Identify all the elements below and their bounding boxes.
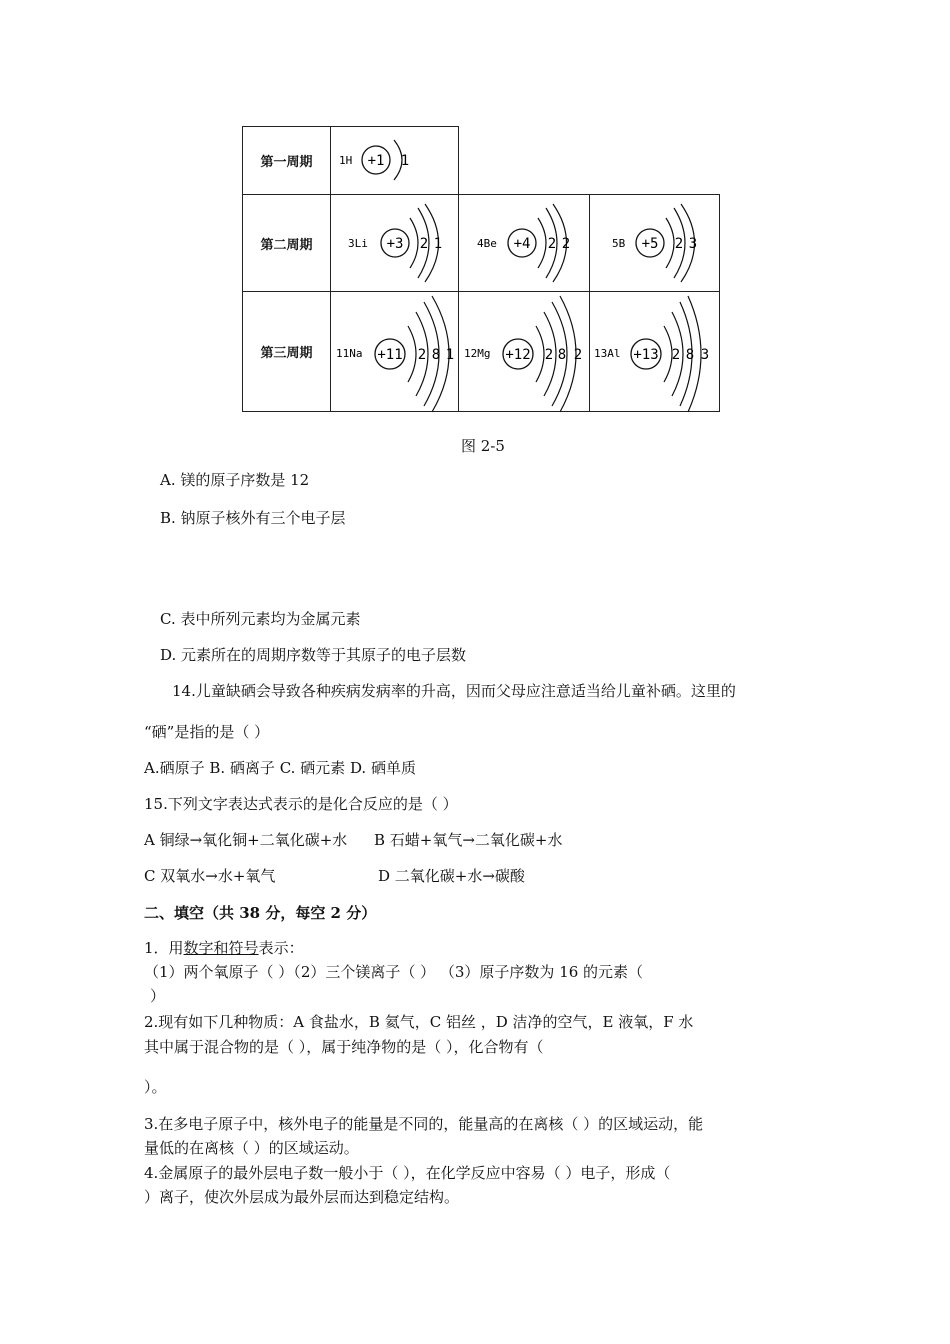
atom-sodium [336, 296, 454, 412]
atom-aluminium [594, 296, 709, 412]
shell-electrons: 2 [419, 236, 429, 252]
fill-q4-line2: ）离子，使次外层成为最外层而达到稳定结构。 [144, 1188, 460, 1206]
atom-magnesium [464, 296, 582, 412]
atom-diagrams [242, 126, 720, 412]
fill-q2-line2: 其中属于混合物的是（ ），属于纯净物的是（ ），化合物有（ [144, 1038, 544, 1056]
shell-electrons: 8 [431, 347, 441, 363]
q14-stem-line2: “硒”是指的是（ ） [144, 723, 270, 741]
shell-electrons: 8 [557, 347, 567, 363]
fill-q1-line1 [144, 938, 304, 958]
shell-arc [410, 218, 418, 268]
atom-hydrogen [339, 140, 409, 180]
section-heading: 二、填空（共 38 分，每空 2 分） [144, 904, 377, 922]
shell-electrons: 3 [700, 347, 710, 363]
nucleus-charge: +1 [367, 153, 385, 169]
shell-electrons: 2 [573, 347, 583, 363]
fill-q1-line2: （1）两个氧原子（ ）（2）三个镁离子（ ） （3）原子序数为 16 的元素（ [144, 963, 644, 981]
element-symbol: 13Al [594, 347, 621, 360]
row-label: 第三周期 [260, 346, 313, 361]
shell-electrons: 8 [685, 347, 695, 363]
shell-electrons: 2 [547, 236, 557, 252]
fill-q3-line1: 3.在多电子原子中，核外电子的能量是不同的，能量高的在离核（ ）的区域运动，能 [144, 1115, 704, 1133]
q13-option-a: A. 镁的原子序数是 12 [160, 471, 310, 489]
q15-option-c: C 双氧水→水+氧气 [144, 867, 276, 885]
nucleus-charge: +13 [633, 347, 659, 363]
fill-q1-suffix: 表示： [258, 939, 304, 957]
shell-arc [538, 218, 546, 268]
element-symbol: 1H [339, 154, 353, 167]
shell-electrons: 2 [417, 347, 427, 363]
q15-option-b: B 石蜡+氧气→二氧化碳+水 [374, 831, 563, 849]
q13-option-b: B. 钠原子核外有三个电子层 [160, 509, 346, 527]
element-symbol: 12Mg [464, 347, 491, 360]
fill-q4-line1: 4.金属原子的最外层电子数一般小于（ ），在化学反应中容易（ ）电子，形成（ [144, 1164, 671, 1182]
atom-beryllium [477, 204, 570, 282]
fill-q1-prefix: 1．用 [144, 939, 184, 957]
element-symbol: 4Be [477, 237, 497, 250]
element-symbol: 5B [612, 237, 626, 250]
fill-q1-underlined: 数字和符号 [183, 939, 259, 957]
shell-electrons: 2 [674, 236, 684, 252]
element-symbol: 3Li [348, 237, 368, 250]
q14-stem-line1: 14.儿童缺硒会导致各种疾病发病率的升高，因而父母应注意适当给儿童补硒。这里的 [172, 682, 736, 700]
shell-electrons: 1 [400, 153, 410, 169]
nucleus-charge: +12 [505, 347, 531, 363]
fill-q1-line3: ） [150, 987, 166, 1005]
q15-option-d: D 二氧化碳+水→碳酸 [378, 867, 525, 885]
fill-q3-line2: 量低的在离核（ ）的区域运动。 [144, 1139, 359, 1157]
nucleus-charge: +3 [386, 236, 404, 252]
atom-lithium [348, 204, 442, 282]
shell-electrons: 1 [433, 236, 443, 252]
shell-arc [536, 326, 544, 382]
nucleus-charge: +4 [513, 236, 531, 252]
fill-q2-line3: ）。 [144, 1078, 167, 1096]
q14-options: A.硒原子 B. 硒离子 C. 硒元素 D. 硒单质 [144, 759, 416, 777]
shell-arc [408, 326, 416, 382]
row-label: 第二周期 [260, 237, 313, 253]
row-label: 第一周期 [260, 155, 313, 170]
nucleus-charge: +5 [641, 236, 659, 252]
q13-option-c: C. 表中所列元素均为金属元素 [160, 610, 361, 628]
shell-arc [666, 218, 674, 268]
shell-electrons: 3 [688, 236, 698, 252]
fill-q2-line1: 2.现有如下几种物质：A 食盐水，B 氦气，C 铝丝 ，D 洁净的空气，E 液氧，F 水 [144, 1013, 694, 1031]
q13-option-d: D. 元素所在的周期序数等于其原子的电子层数 [160, 646, 467, 664]
figure-caption: 图 2-5 [461, 437, 505, 455]
atom-boron [612, 204, 697, 282]
shell-electrons: 2 [544, 347, 554, 363]
atomic-structure-table [242, 126, 720, 412]
nucleus-charge: +11 [377, 347, 403, 363]
shell-electrons: 2 [671, 347, 681, 363]
element-symbol: 11Na [336, 347, 363, 360]
shell-electrons: 1 [445, 347, 455, 363]
q15-stem: 15.下列文字表达式表示的是化合反应的是（ ） [144, 795, 458, 813]
shell-electrons: 2 [561, 236, 571, 252]
q15-option-a: A 铜绿→氧化铜+二氧化碳+水 [144, 831, 348, 849]
